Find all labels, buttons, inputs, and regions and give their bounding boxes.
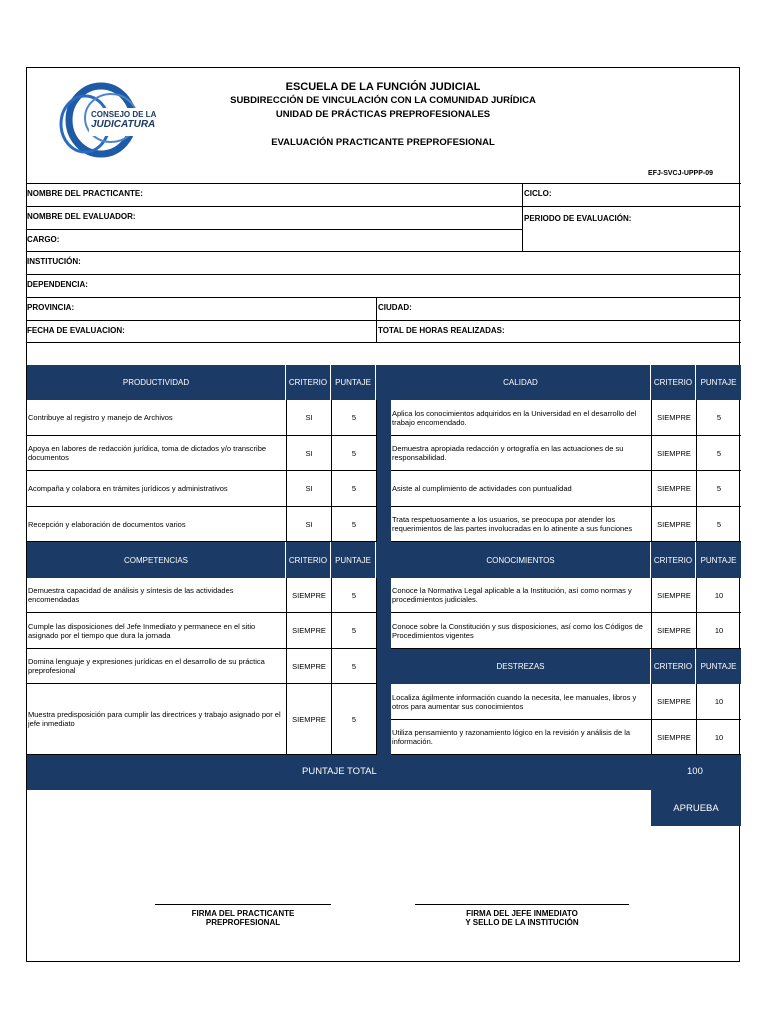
productividad-row-4-criterio: SI <box>287 507 332 542</box>
destrezas-puntaje-header: PUNTAJE <box>696 649 741 684</box>
conocimientos-criterio-header: CRITERIO <box>651 542 696 578</box>
periodo-label: PERIODO DE EVALUACIÓN: <box>524 214 632 223</box>
calidad-row-1-text: Aplica los conocimientos adquiridos en la Universidad en el desarrollo del trabajo encomendado. <box>391 400 652 436</box>
fecha-label: FECHA DE EVALUACION: <box>27 326 125 335</box>
competencias-row-1-text: Demuestra capacidad de análisis y síntesis de las actividades encomendadas <box>27 578 287 613</box>
destrezas-row-1-text: Localiza ágilmente información cuando la necesita, lee manuales, libros y otros para aumentar sus conocimientos <box>391 684 652 720</box>
productividad-row-3-criterio: SI <box>287 471 332 507</box>
calidad-puntaje-header: PUNTAJE <box>696 365 741 400</box>
school-title: ESCUELA DE LA FUNCIÓN JUDICIAL <box>285 81 481 93</box>
calidad-row-3-criterio: SIEMPRE <box>652 471 697 507</box>
conocimientos-puntaje-header: PUNTAJE <box>696 542 741 578</box>
logo-text-main: JUDICATURA <box>91 119 156 130</box>
productividad-row-2-text: Apoya en labores de redacción jurídica, toma de dictados y/o transcribe documentos <box>27 436 287 471</box>
competencias-header: COMPETENCIAS <box>27 542 286 578</box>
productividad-row-3-puntaje: 5 <box>332 471 377 507</box>
competencias-row-2-text: Cumple las disposiciones del Jefe Inmediato y permanece en el sitio asignado por el tiempo que dura la jornada <box>27 613 287 649</box>
institucion-label: INSTITUCIÓN: <box>27 257 81 266</box>
conocimientos-row-1-text: Conoce la Normativa Legal aplicable a la Institución, así como normas y procedimientos judiciales. <box>391 578 652 613</box>
productividad-row-4-puntaje: 5 <box>332 507 377 542</box>
competencias-row-2-puntaje: 5 <box>332 613 377 649</box>
productividad-row-2-criterio: SI <box>287 436 332 471</box>
calidad-row-3-puntaje: 5 <box>697 471 741 507</box>
destrezas-header: DESTREZAS <box>391 649 651 684</box>
destrezas-criterio-header: CRITERIO <box>651 649 696 684</box>
productividad-puntaje-header: PUNTAJE <box>331 365 376 400</box>
competencias-row-3-puntaje: 5 <box>332 649 377 684</box>
productividad-header: PRODUCTIVIDAD <box>27 365 286 400</box>
competencias-row-4-puntaje: 5 <box>332 684 377 755</box>
total-bar <box>27 755 741 790</box>
competencias-puntaje-header: PUNTAJE <box>331 542 376 578</box>
ciudad-label: CIUDAD: <box>378 303 412 312</box>
practicante-signature-line <box>155 904 331 905</box>
destrezas-row-1-criterio: SIEMPRE <box>652 684 697 720</box>
calidad-row-2-criterio: SIEMPRE <box>652 436 697 471</box>
subdirection-title: SUBDIRECCIÓN DE VINCULACIÓN CON LA COMUNIDAD JURÍDICA <box>230 95 536 106</box>
competencias-row-3-text: Domina lenguaje y expresiones jurídicas en el desarrollo de su práctica preprofesional <box>27 649 287 684</box>
conocimientos-row-2-criterio: SIEMPRE <box>652 613 697 649</box>
calidad-criterio-header: CRITERIO <box>651 365 696 400</box>
competencias-row-1-puntaje: 5 <box>332 578 377 613</box>
productividad-row-1-criterio: SI <box>287 400 332 436</box>
calidad-row-4-criterio: SIEMPRE <box>652 507 697 542</box>
jefe-signature-label: FIRMA DEL JEFE INMEDIATO Y SELLO DE LA INSTITUCIÓN <box>465 909 579 927</box>
ciclo-label: CICLO: <box>524 189 552 198</box>
result-text: APRUEBA <box>673 802 719 814</box>
conocimientos-row-2-puntaje: 10 <box>697 613 741 649</box>
calidad-row-4-puntaje: 5 <box>697 507 741 542</box>
practicante-signature-label: FIRMA DEL PRACTICANTE PREPROFESIONAL <box>191 909 295 927</box>
conocimientos-row-2-text: Conoce sobre la Constitución y sus disposiciones, así como los Códigos de Procedimientos vigentes <box>391 613 652 649</box>
unit-title: UNIDAD DE PRÁCTICAS PREPROFESIONALES <box>275 109 491 120</box>
total-label: PUNTAJE TOTAL <box>302 766 377 777</box>
competencias-row-1-criterio: SIEMPRE <box>287 578 332 613</box>
conocimientos-row-1-criterio: SIEMPRE <box>652 578 697 613</box>
calidad-row-1-puntaje: 5 <box>697 400 741 436</box>
provincia-label: PROVINCIA: <box>27 303 75 312</box>
conocimientos-row-1-puntaje: 10 <box>697 578 741 613</box>
total-value: 100 <box>687 766 703 777</box>
calidad-row-2-puntaje: 5 <box>697 436 741 471</box>
competencias-row-3-criterio: SIEMPRE <box>287 649 332 684</box>
calidad-row-3-text: Asiste al cumplimiento de actividades con puntualidad <box>391 471 652 507</box>
result-badge <box>651 790 741 826</box>
destrezas-row-2-text: Utiliza pensamiento y razonamiento lógico en la revisión y análisis de la información. <box>391 720 652 755</box>
cargo-label: CARGO: <box>27 235 60 244</box>
productividad-row-4-text: Recepción y elaboración de documentos varios <box>27 507 287 542</box>
evaluador-label: NOMBRE DEL EVALUADOR: <box>27 212 136 221</box>
horas-label: TOTAL DE HORAS REALIZADAS: <box>378 326 505 335</box>
logo-text-top: CONSEJO DE LA <box>91 110 157 119</box>
productividad-row-3-text: Acompaña y colabora en trámites jurídicos y administrativos <box>27 471 287 507</box>
table-divider <box>376 365 391 755</box>
calidad-header: CALIDAD <box>391 365 651 400</box>
competencias-row-4-text: Muestra predisposición para cumplir las directrices y trabajo asignado por el jefe inmediato <box>27 684 287 755</box>
form-code: EFJ-SVCJ-UPPP-09 <box>648 170 713 177</box>
conocimientos-header: CONOCIMIENTOS <box>391 542 651 578</box>
destrezas-row-2-criterio: SIEMPRE <box>652 720 697 755</box>
destrezas-row-2-puntaje: 10 <box>697 720 741 755</box>
destrezas-row-1-puntaje: 10 <box>697 684 741 720</box>
competencias-criterio-header: CRITERIO <box>286 542 331 578</box>
competencias-row-4-criterio: SIEMPRE <box>287 684 332 755</box>
calidad-row-2-text: Demuestra apropiada redacción y ortografía en las actuaciones de su responsabilidad. <box>391 436 652 471</box>
dependencia-label: DEPENDENCIA: <box>27 280 88 289</box>
consejo-judicatura-logo <box>51 82 171 162</box>
calidad-row-4-text: Trata respetuosamente a los usuarios, se preocupa por atender los requerimientos de las partes involucradas en lo atinente a sus funciones <box>391 507 652 542</box>
form-title: EVALUACIÓN PRACTICANTE PREPROFESIONAL <box>271 137 495 148</box>
form-frame <box>26 67 740 962</box>
calidad-row-1-criterio: SIEMPRE <box>652 400 697 436</box>
practicante-label: NOMBRE DEL PRACTICANTE: <box>27 189 143 198</box>
productividad-criterio-header: CRITERIO <box>286 365 331 400</box>
productividad-row-2-puntaje: 5 <box>332 436 377 471</box>
jefe-signature-line <box>415 904 629 905</box>
productividad-row-1-puntaje: 5 <box>332 400 377 436</box>
competencias-row-2-criterio: SIEMPRE <box>287 613 332 649</box>
productividad-row-1-text: Contribuye al registro y manejo de Archivos <box>27 400 287 436</box>
